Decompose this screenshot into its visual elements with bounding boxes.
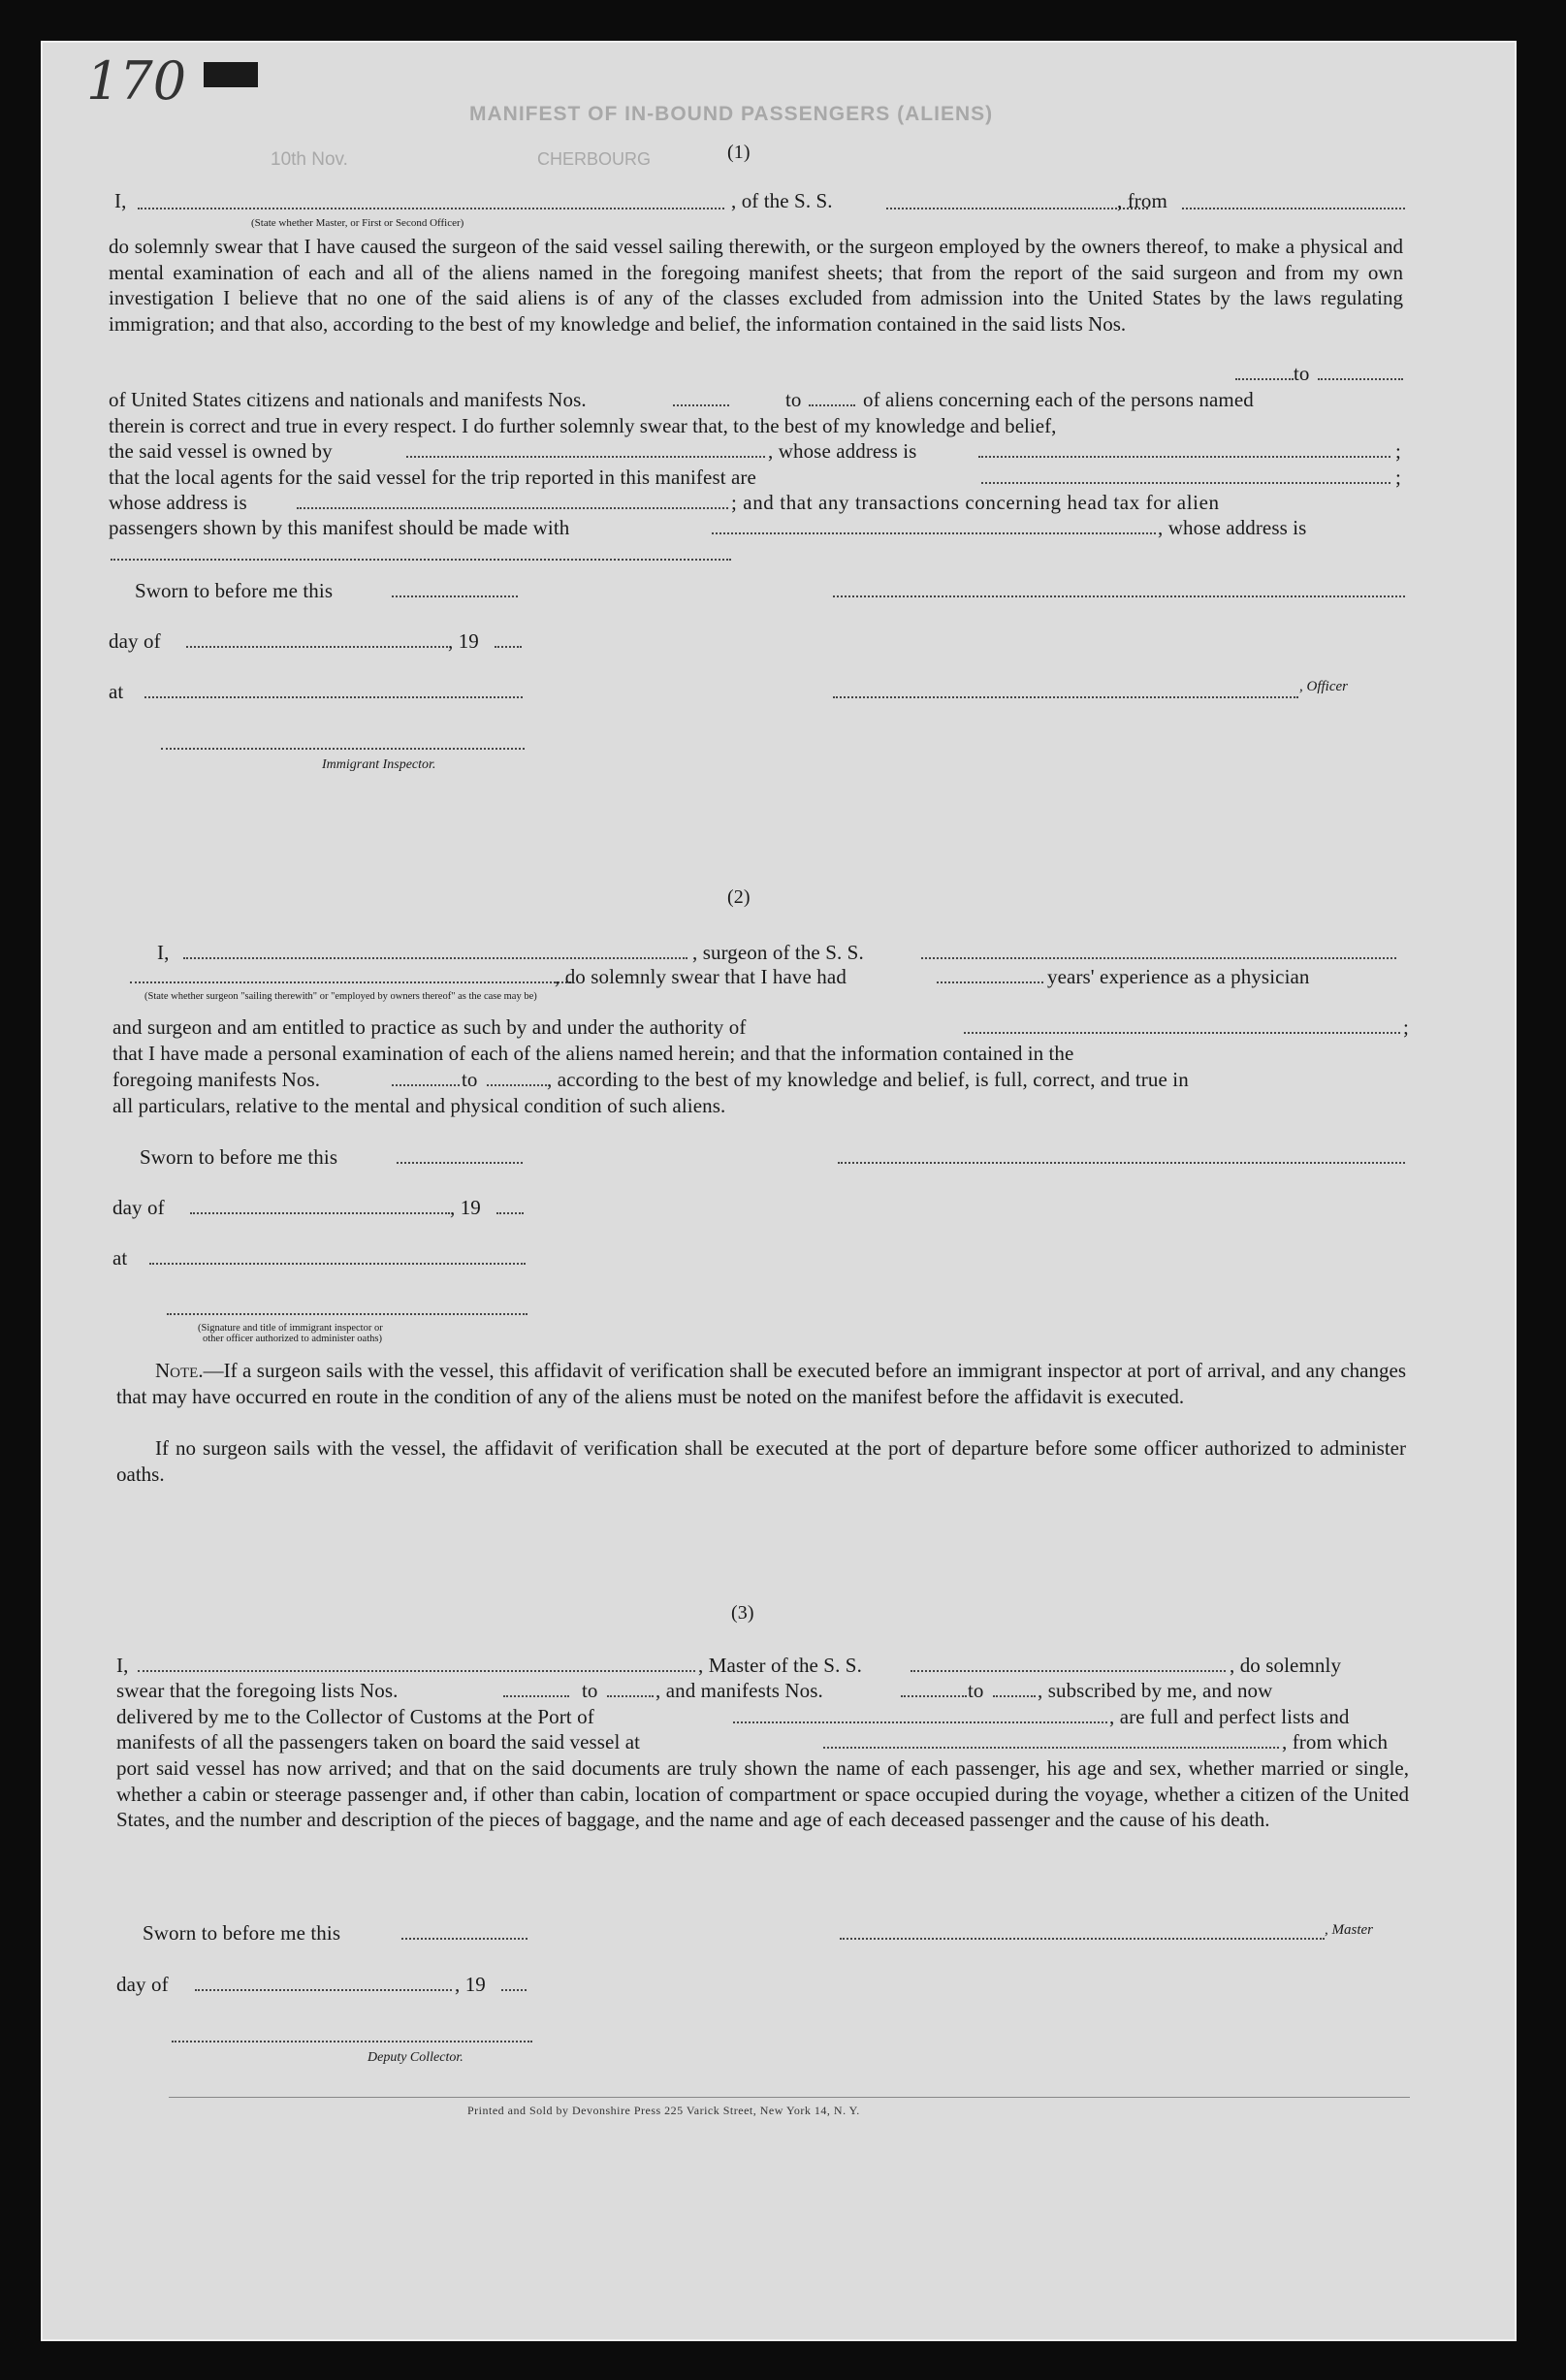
manifest-affidavit-page	[41, 41, 1517, 2341]
s2-manifests-to-field[interactable]	[487, 1084, 547, 1086]
s2-authority: and surgeon and am entitled to practice as such by and under the authority of	[112, 1015, 747, 1039]
s2-surgeon-name-field[interactable]	[183, 957, 687, 959]
s3-subscribed: , subscribed by me, and now	[1038, 1679, 1273, 1702]
s3-port-field[interactable]	[733, 1721, 1107, 1723]
strikeout-mark	[204, 62, 258, 87]
s1-passengers-shown: passengers shown by this manifest should be made with	[109, 516, 570, 539]
s2-at-field[interactable]	[149, 1263, 526, 1265]
s1-semicolon-1: ;	[1395, 439, 1401, 463]
s1-at: at	[109, 680, 124, 703]
s3-manifests-all: manifests of all the passengers taken on board the said vessel at	[116, 1730, 641, 1753]
s1-owned-by: the said vessel is owned by	[109, 439, 333, 463]
s1-head-tax: ; and that any transactions concerning head tax for alien	[731, 491, 1220, 514]
printer-credit: Printed and Sold by Devonshire Press 225 Varick Street, New York 14, N. Y.	[467, 2104, 860, 2117]
footer-rule	[169, 2097, 1410, 2098]
s2-sworn-day-field[interactable]	[397, 1162, 523, 1164]
s1-head-tax-address-field[interactable]	[111, 559, 731, 561]
s1-inspector-signature-field[interactable]	[161, 748, 525, 750]
s1-to-2: to	[785, 388, 802, 411]
s3-and-manifests: , and manifests Nos.	[655, 1679, 823, 1702]
bleed-through-title: MANIFEST OF IN-BOUND PASSENGERS (ALIENS)	[469, 103, 994, 125]
s2-years-field[interactable]	[937, 981, 1043, 983]
section-3-number: (3)	[731, 1602, 754, 1624]
s1-whose-address-1: , whose address is	[768, 439, 917, 463]
s1-owner-field[interactable]	[406, 456, 765, 458]
s3-day-of: day of	[116, 1973, 169, 1996]
s1-ship-field[interactable]	[886, 208, 1148, 209]
s1-sworn: Sworn to before me this	[135, 579, 334, 602]
s1-year: , 19	[448, 629, 479, 653]
bleed-through-date: 10th Nov.	[271, 149, 348, 170]
s2-at: at	[112, 1246, 128, 1270]
s1-of-ss: , of the S. S.	[731, 189, 833, 212]
s1-i: I,	[114, 189, 127, 212]
s2-year: , 19	[450, 1196, 481, 1219]
s2-sig-caption-2: other officer authorized to administer oaths)	[203, 1334, 382, 1344]
s1-sworn-day-field[interactable]	[392, 595, 518, 597]
s1-to-1: to	[1294, 362, 1310, 385]
s2-swear-had: , do solemnly swear that I have had	[555, 965, 847, 988]
s2-inspector-signature-field[interactable]	[167, 1313, 527, 1315]
s1-manifests-from-field[interactable]	[673, 404, 729, 406]
s3-i: I,	[116, 1654, 129, 1677]
s2-surgeon-signature-field[interactable]	[838, 1162, 1405, 1164]
s2-day-of-field[interactable]	[190, 1212, 450, 1214]
s3-day-of-field[interactable]	[195, 1989, 452, 1991]
s3-deputy-label: Deputy Collector.	[368, 2050, 463, 2065]
s3-full-perfect: , are full and perfect lists and	[1109, 1705, 1350, 1728]
section-2-number: (2)	[727, 886, 751, 908]
s2-note-2: If no surgeon sails with the vessel, the affidavit of verification shall be executed at the port of departure before some officer authorized to administer oaths.	[116, 1436, 1406, 1486]
s3-lists-from-field[interactable]	[503, 1695, 569, 1697]
s1-owner-address-field[interactable]	[978, 456, 1390, 458]
s1-agents-field[interactable]	[981, 482, 1390, 484]
s2-authority-field[interactable]	[964, 1032, 1400, 1034]
s1-officer-title-field[interactable]	[833, 696, 1298, 698]
s2-para-3: all particulars, relative to the mental and physical condition of such aliens.	[112, 1094, 726, 1117]
s3-year: , 19	[455, 1973, 486, 1996]
s3-year-field[interactable]	[501, 1989, 527, 1991]
s2-manifests-from-field[interactable]	[392, 1084, 460, 1086]
handwritten-page-number: 170	[86, 50, 187, 112]
s2-para-2a: foregoing manifests Nos.	[112, 1068, 321, 1091]
s2-year-field[interactable]	[496, 1212, 524, 1214]
s3-lists-to-field[interactable]	[607, 1695, 654, 1697]
s1-agents-address-field[interactable]	[297, 507, 728, 509]
s1-year-field[interactable]	[495, 646, 522, 648]
s3-sworn-day-field[interactable]	[401, 1938, 527, 1940]
s3-master-name-field[interactable]	[138, 1670, 695, 1672]
s2-para-2b: , according to the best of my knowledge and belief, is full, correct, and true in	[547, 1068, 1189, 1091]
s1-from-field[interactable]	[1182, 208, 1405, 209]
s2-surgeon-of: , surgeon of the S. S.	[692, 941, 864, 964]
s1-citizens-line: of United States citizens and nationals and manifests Nos.	[109, 388, 587, 411]
s1-manifests-to-field[interactable]	[809, 404, 855, 406]
s2-note-text: —If a surgeon sails with the vessel, this affidavit of verification shall be executed before an immigrant inspector at port of arrival, and any changes that may have occurred en route in the condition of any of the aliens must be noted on the manifest before the affidavit is executed.	[116, 1359, 1406, 1408]
s1-local-agents: that the local agents for the said vessel for the trip reported in this manifest are	[109, 466, 756, 489]
s3-sworn: Sworn to before me this	[143, 1921, 341, 1945]
bleed-through-city: CHERBOURG	[537, 149, 652, 169]
s1-lists-from-field[interactable]	[1235, 378, 1294, 380]
s2-surgeon-type-field[interactable]	[130, 981, 571, 983]
s3-manifests-to-field[interactable]	[993, 1695, 1036, 1697]
s1-officer-signature-field[interactable]	[833, 595, 1405, 597]
s2-i: I,	[157, 941, 170, 964]
s3-ship-field[interactable]	[911, 1670, 1226, 1672]
s1-officer-name-field[interactable]	[138, 208, 724, 209]
s3-master-label: , Master	[1325, 1922, 1373, 1938]
s3-swear-lists: swear that the foregoing lists Nos.	[116, 1679, 399, 1702]
s3-to-2: to	[968, 1679, 984, 1702]
s1-aliens-concerning: of aliens concerning each of the persons named	[863, 388, 1254, 411]
s3-to-1: to	[582, 1679, 598, 1702]
s3-delivered: delivered by me to the Collector of Customs at the Port of	[116, 1705, 594, 1728]
s2-years-exp: years' experience as a physician	[1047, 965, 1310, 988]
s1-inspector-label: Immigrant Inspector.	[322, 757, 436, 772]
s3-master-of: , Master of the S. S.	[698, 1654, 862, 1677]
s3-deputy-signature-field[interactable]	[172, 2041, 532, 2042]
s1-state-note: (State whether Master, or First or Second Officer)	[251, 217, 464, 229]
s1-semicolon-2: ;	[1395, 466, 1401, 489]
s2-para-1: that I have made a personal examination of each of the aliens named herein; and that the information contained in the	[112, 1042, 1074, 1065]
s3-do-solemnly: , do solemnly	[1230, 1654, 1342, 1677]
s2-sig-caption-1: (Signature and title of immigrant inspector or	[198, 1323, 383, 1334]
s1-day-of: day of	[109, 629, 161, 653]
s1-whose-address-2: whose address is	[109, 491, 247, 514]
s1-lists-to-field[interactable]	[1318, 378, 1403, 380]
s2-note	[116, 1358, 1406, 1409]
s1-therein-line: therein is correct and true in every respect. I do further solemnly swear that, to the best of my knowledge and belief,	[109, 414, 1057, 437]
s1-from: , from	[1117, 189, 1167, 212]
s3-from-which: , from which	[1282, 1730, 1389, 1753]
s2-state-note: (State whether surgeon "sailing therewith" or "employed by owners thereof" as the case may be)	[144, 991, 537, 1002]
s3-master-signature-field[interactable]	[840, 1938, 1325, 1940]
s3-taken-at-field[interactable]	[823, 1747, 1279, 1749]
s2-ship-field[interactable]	[921, 957, 1396, 959]
s2-note-label: Note.	[155, 1359, 204, 1382]
s2-day-of: day of	[112, 1196, 165, 1219]
s1-at-field[interactable]	[144, 696, 523, 698]
s1-officer-label: , Officer	[1299, 679, 1348, 694]
s2-semicolon: ;	[1403, 1015, 1409, 1039]
s2-sworn: Sworn to before me this	[140, 1145, 338, 1169]
section-1-number: (1)	[727, 142, 751, 163]
s1-whose-address-3: , whose address is	[1158, 516, 1307, 539]
s3-paragraph: port said vessel has now arrived; and that on the said documents are truly shown the name of each passenger, his age and sex, whether married or single, whether a cabin or steerage passenger and, if other than cabin, location of compartment or space occupied during the voyage, whether a citizen of the United States, and the number and description of the pieces of baggage, and the name and age of each deceased passenger and the cause of his death.	[116, 1756, 1409, 1831]
s3-manifests-from-field[interactable]	[901, 1695, 967, 1697]
s1-paragraph: do solemnly swear that I have caused the surgeon of the said vessel sailing therewith, or the surgeon employed by the owners thereof, to make a physical and mental examination of each and all of the aliens named in the foregoing manifest sheets; that from the report of the said surgeon and from my own investigation I believe that no one of the said aliens is of any of the classes excluded from admission into the United States by the laws regulating immigration; and that also, according to the best of my knowledge and belief, the information contained in the said lists Nos.	[109, 235, 1403, 336]
s1-head-tax-field[interactable]	[712, 532, 1156, 534]
s1-day-of-field[interactable]	[186, 646, 448, 648]
s2-to: to	[462, 1068, 478, 1091]
